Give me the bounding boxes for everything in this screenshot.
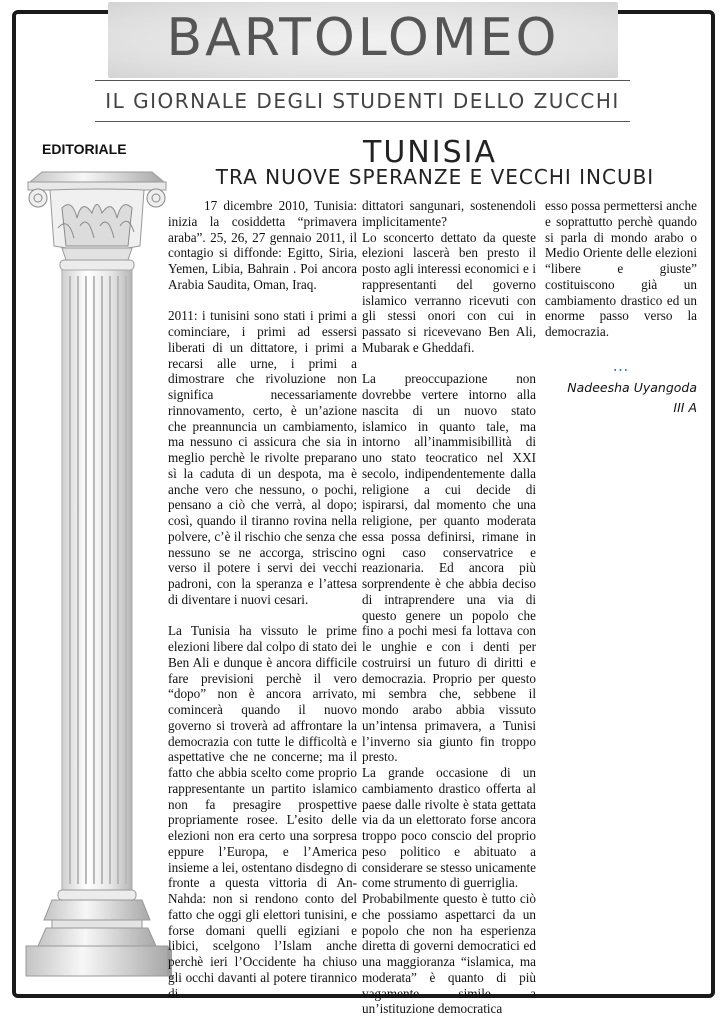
- separator-dots: …: [612, 355, 630, 375]
- masthead-rule-top: [95, 80, 630, 81]
- masthead-rule-bottom: [95, 121, 630, 122]
- author-name: Nadeesha Uyangoda: [567, 379, 697, 395]
- article-paragraph: Lo sconcerto dettato da queste elezioni lascerà ben presto il posto agli interessi economici e i rappresentanti del governo islamico verranno ricevuti con gli stessi onori con cui in passato si ricevevano Ben Ali, Mubarak e Gheddafi.: [362, 229, 536, 355]
- article-paragraph: La grande occasione di un cambiamento drastico offerta al paese dalle rivolte è stata gettata via da un elettorato forse ancora troppo poco conscio del proprio peso politico e abituato a considerare se stesso unicamente come strumento di guerriglia.: [362, 765, 536, 891]
- article-headline: TUNISIA: [363, 135, 497, 170]
- article-paragraph: Probabilmente questo è tutto ciò che possiamo aspettarci da un popolo che non ha esperienza diretta di governi democratici ed una maggioranza “islamica, ma moderata” è quanto di più vagamente simile a un’istituzione democratica: [362, 891, 536, 1017]
- article-column-3: [545, 198, 697, 418]
- article-paragraph: dittatori sangunari, sostenendoli implicitamente?: [362, 198, 536, 229]
- article-column-1: [168, 198, 357, 1001]
- article-paragraph: 2011: i tunisini sono stati i primi a cominciare, i primi ad essersi liberati di un dittatore, i primi a recarsi alle urne, i primi a dimostrare che rivoluzione non significa necessariamente rinnovamento, certo, è un’azione che preannuncia un cambiamento, ma nessuno ci assicura che sia in meglio perchè le rivolte preparano sì la caduta di un despota, ma è anche vero che nessuno, o pochi, pensano a ciò che verrà, al dopo; così, quando il tiranno rovina nella polvere, c’è il rischio che senza che nessuno se ne accorga, striscino verso il potere i servi dei vecchi padroni, con la speranza e l’attesa di diventare i nuovi cesari.: [168, 308, 357, 607]
- article-paragraph: La preoccupazione non dovrebbe vertere intorno alla nascita di un nuovo stato islamico in quanto tale, ma intorno all’inammisibillità di uno stato teocratico nel XXI secolo, indipendentemente dalla religione a cui decide di ispirarsi, dal momento che una religione, per quanto moderata essa possa definirsi, rimane in ogni caso conservatrice e reazionaria. Ed ancora più sorprendente è che abbia deciso di intraprendere una via di questo genere un popolo che fino a pochi mesi fa lottava con le unghie e con i denti per costruirsi un futuro di diritti e democrazia. Proprio per questo mi sembra che, sebbene il mondo arabo abbia vissuto un’intensa primavera, a Tunisi l’inverno sia giunto fin troppo presto.: [362, 371, 536, 765]
- article-column-2: [362, 198, 536, 1017]
- article-paragraph: esso possa permettersi anche e soprattutto perchè quando si parla di mondo arabo o Medio Oriente delle elezioni “libere e giuste” costituiscono già un cambiamento drastico ed un enorme passo verso la democrazia.: [545, 198, 697, 339]
- article-subheadline: TRA NUOVE SPERANZE E VECCHI INCUBI: [215, 165, 655, 189]
- article-paragraph: 17 dicembre 2010, Tunisia: inizia la cosiddetta “primavera araba”. 25, 26, 27 gennaio 2011, il contagio si diffonde: Egitto, Siria, Yemen, Libia, Bahrain . Poi ancora Arabia Saudita, Oman, Iraq.: [168, 198, 357, 292]
- masthead-subtitle: IL GIORNALE DEGLI STUDENTI DELLO ZUCCHI: [105, 89, 620, 113]
- masthead-title: BARTOLOMEO: [166, 8, 560, 68]
- section-label: EDITORIALE: [42, 141, 127, 157]
- corinthian-column-illustration: [22, 168, 172, 980]
- author-class: III A: [673, 399, 697, 415]
- article-paragraph: La Tunisia ha vissuto le prime elezioni libere dal colpo di stato dei Ben Ali e dunque è ancora difficile fare previsioni perchè il vero “dopo” non è ancora arrivato, comincerà quando il nuovo governo si troverà ad affrontare la democrazia con tutte le difficoltà e aspettative che ne concerne; ma il fatto che abbia scelto come proprio rappresentante un partito islamico non fa presagire prospettive propriamente rosee. L’esito delle elezioni non era certo una sorpresa eppure l’Europa, e l’America insieme a lei, ostentano disdegno di fronte a questa vittoria di An-Nahda: non si rendono conto del fatto che oggi gli elettori tunisini, e forse domani quelli egiziani e libici, scelgono l’Islam anche perchè ieri l’Occidente ha chiuso gli occhi davanti al potere tirannico di: [168, 623, 357, 1001]
